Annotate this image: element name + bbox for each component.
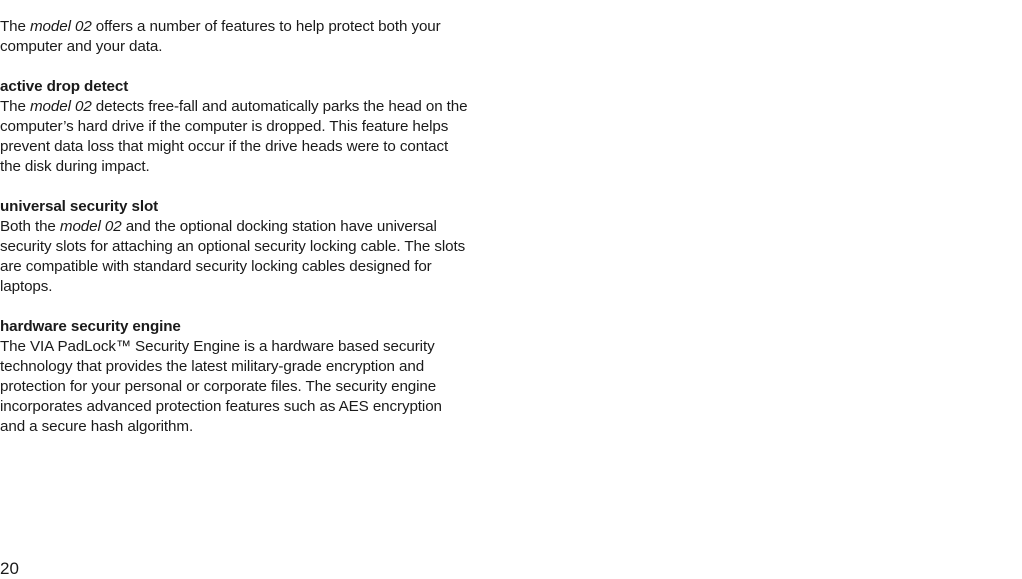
intro-pre: The [0, 18, 30, 35]
section-model-name: model 02 [30, 98, 92, 115]
section-body-pre: The [0, 98, 30, 115]
section-universal-security-slot [0, 197, 470, 297]
document-text-column [0, 17, 470, 457]
section-body: The VIA PadLock™ Security Engine is a hardware based security technology that provides the latest military-grade encryption and protection for your personal or corporate files. The security engine incorporates advanced protection features such as AES encryption and a secure hash algorithm. [0, 338, 442, 435]
section-hardware-security-engine [0, 317, 470, 437]
intro-model-name: model 02 [30, 18, 92, 35]
section-active-drop-detect [0, 77, 470, 177]
section-heading: active drop detect [0, 78, 129, 95]
section-heading: universal security slot [0, 198, 159, 215]
intro-post: offers a number of features to help protect both your computer and your data. [0, 18, 441, 55]
section-body-pre: Both the [0, 218, 60, 235]
section-heading: hardware security engine [0, 318, 181, 335]
section-body-post: detects free-fall and automatically parks the head on the computer’s hard drive if the computer is dropped. This feature helps prevent data loss that might occur if the drive heads were to contact the disk during impact. [0, 98, 468, 175]
section-body-post: and the optional docking station have universal security slots for attaching an optional security locking cable. The slots are compatible with standard security locking cables designed for laptops. [0, 218, 466, 295]
intro-paragraph [0, 17, 470, 57]
section-model-name: model 02 [59, 218, 122, 235]
page-number: 20 [0, 559, 19, 578]
